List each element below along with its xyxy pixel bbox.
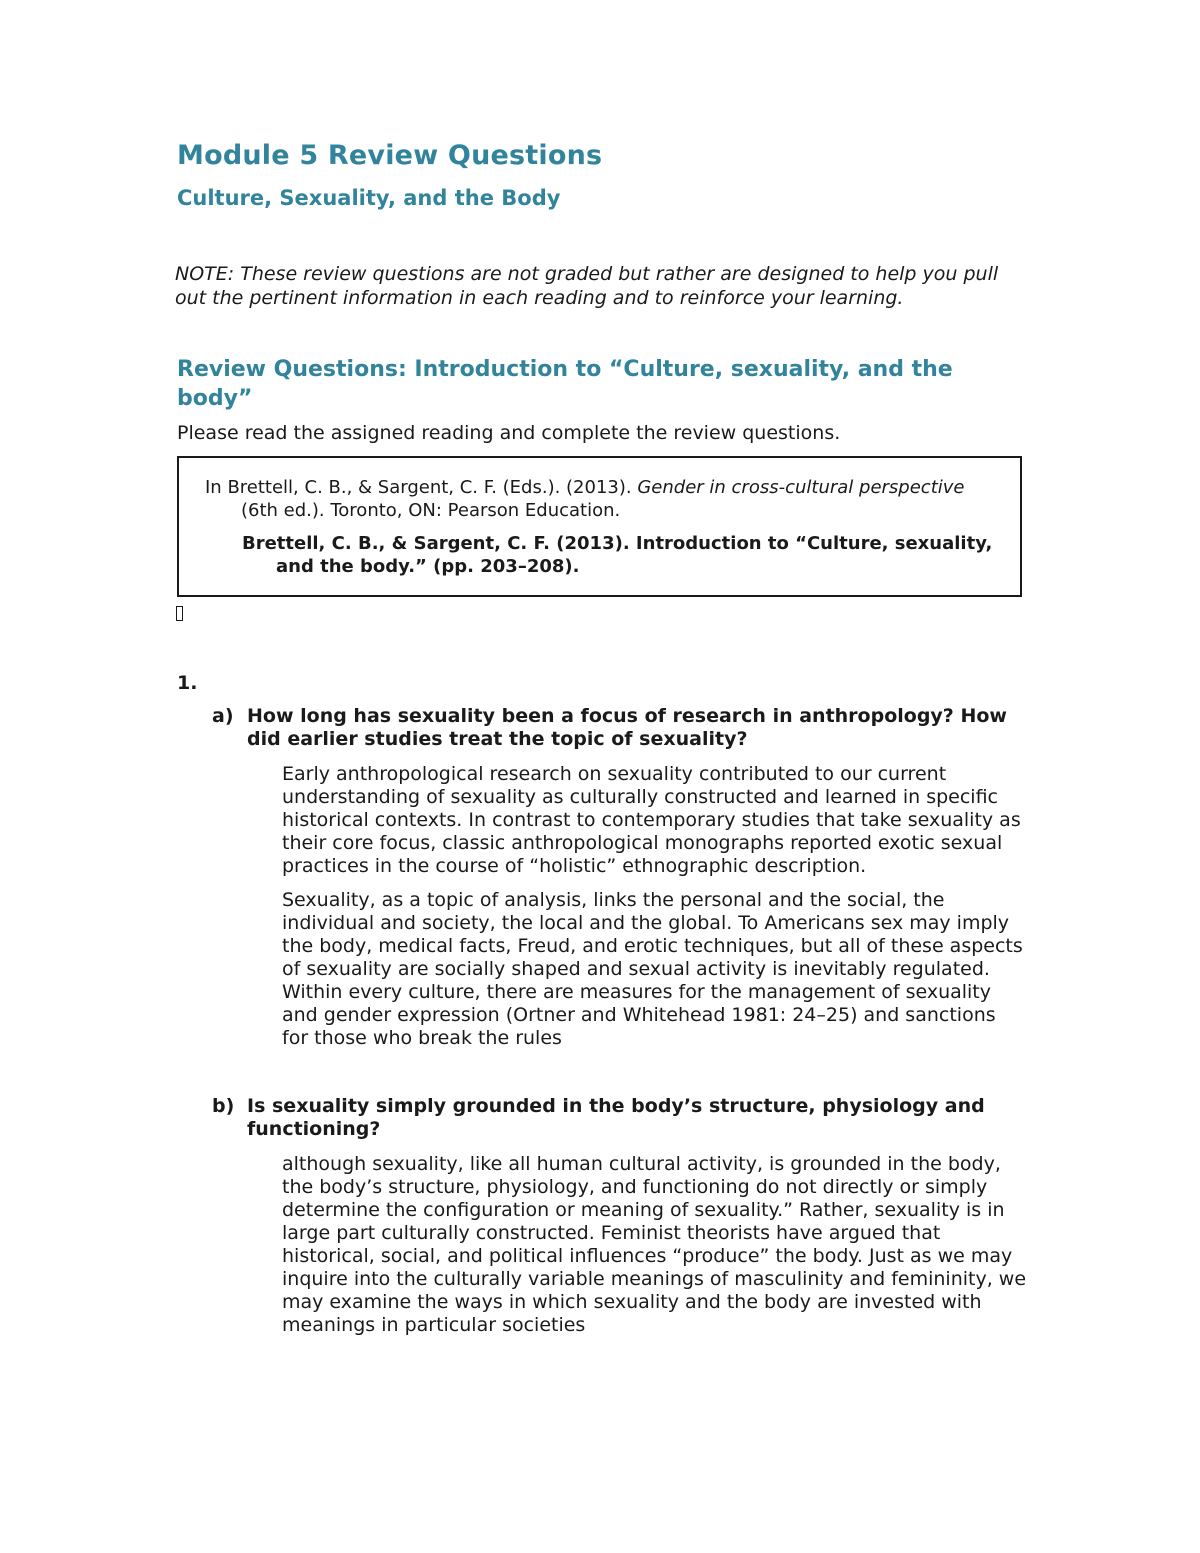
question-a-text: How long has sexuality been a focus of research in anthropology? How did earlier studies treat the topic of sexuality? xyxy=(247,705,1007,750)
page-subtitle: Culture, Sexuality, and the Body xyxy=(177,186,561,210)
question-a-answer-2: Sexuality, as a topic of analysis, links the personal and the social, the individual and society, the local and the global. To Americans sex may imply the body, medical facts, Freud, and erotic techniques, but all of these aspects of sexuality are socially shaped and sexual activity is inevitably regulated. Within every culture, there are measures for the management of sexuality and gender expression (Ortner and Whitehead 1981: 24–25) and sanctions for those who break the rules xyxy=(282,889,1023,1049)
page-title: Module 5 Review Questions xyxy=(177,140,603,171)
reference-book-prefix: In Brettell, C. B., & Sargent, C. F. (Eds.). (2013). xyxy=(205,477,638,498)
section-heading: Review Questions: Introduction to “Culture, sexuality, and the body” xyxy=(177,357,953,411)
reference-chapter-citation: Brettell, C. B., & Sargent, C. F. (2013). Introduction to “Culture, sexuality, and the body.” (pp. 203–208). xyxy=(242,533,993,577)
question-b-answer-1: although sexuality, like all human cultural activity, is grounded in the body, the body’s structure, physiology, and functioning do not directly or simply determine the configuration or meaning of sexuality.” Rather, sexuality is in large part culturally constructed. Feminist theorists have argued that historical, social, and political influences “produce” the body. Just as we may inquire into the culturally variable meanings of masculinity and femininity, we may examine the ways in which sexuality and the body are invested with meanings in particular societies xyxy=(282,1153,1027,1336)
question-a xyxy=(212,705,1022,751)
question-b-text: Is sexuality simply grounded in the body’s structure, physiology and functioning? xyxy=(247,1095,985,1140)
note-paragraph: NOTE: These review questions are not graded but rather are designed to help you pull out the pertinent information in each reading and to reinforce your learning. xyxy=(175,263,999,309)
question-a-label: a) xyxy=(212,705,234,727)
reference-book-title: Gender in cross-cultural perspective xyxy=(637,477,965,498)
instruction-text: Please read the assigned reading and complete the review questions. xyxy=(177,422,841,444)
question-b-label: b) xyxy=(212,1095,235,1117)
missing-glyph-icon xyxy=(176,606,183,621)
question-number: 1. xyxy=(177,672,198,694)
reference-book-citation xyxy=(205,476,1021,522)
question-b xyxy=(212,1095,1022,1141)
reference-box xyxy=(177,456,1022,597)
question-a-answer-1: Early anthropological research on sexuality contributed to our current understanding of sexuality as culturally constructed and learned in specific historical contexts. In contrast to contemporary studies that take sexuality as their core focus, classic anthropological monographs reported exotic sexual practices in the course of “holistic” ethnographic description. xyxy=(282,763,1021,877)
reference-book-suffix: (6th ed.). Toronto, ON: Pearson Education. xyxy=(241,477,999,521)
